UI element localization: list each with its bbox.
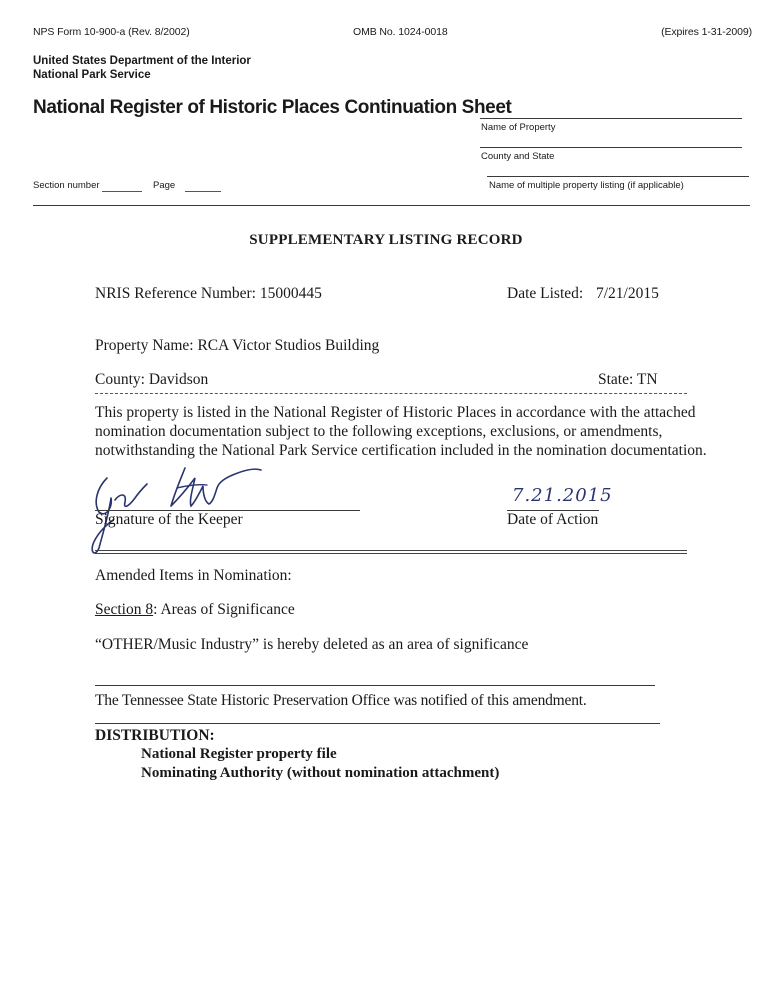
- page-label: Page: [153, 180, 176, 191]
- date-of-action-label: Date of Action: [507, 511, 599, 528]
- distribution-heading: DISTRIBUTION:: [95, 727, 215, 744]
- double-divider: [95, 550, 687, 554]
- amendment-text: “OTHER/Music Industry” is hereby deleted as an area of significance: [95, 636, 529, 653]
- nris-label: NRIS Reference Number:: [95, 285, 256, 302]
- service-name: National Park Service: [33, 69, 151, 81]
- department-name: United States Department of the Interior: [33, 55, 251, 67]
- state-label: State:: [598, 371, 634, 388]
- nris-reference: [95, 285, 322, 303]
- date-listed-label: Date Listed:: [507, 285, 584, 302]
- sheet-title: National Register of Historic Places Continuation Sheet: [33, 97, 512, 118]
- section-amendment: [95, 601, 295, 619]
- section-number-label: Section number: [33, 180, 100, 191]
- section-description: : Areas of Significance: [153, 601, 295, 618]
- section-reference: Section 8: [95, 601, 154, 618]
- signature-label: Signature of the Keeper: [95, 511, 243, 528]
- form-revision: (Rev. 8/2002): [128, 26, 190, 38]
- header-divider: [33, 205, 750, 206]
- page-field[interactable]: [185, 191, 221, 192]
- dashed-divider: [95, 393, 687, 394]
- omb-number: OMB No. 1024-0018: [353, 26, 448, 38]
- statement-line-2: nomination documentation subject to the following exceptions, exclusions, or amendments,: [95, 423, 663, 440]
- county: [95, 371, 208, 389]
- county-state-line: [480, 147, 742, 148]
- name-of-property-line: [480, 118, 742, 119]
- form-id-line: [33, 26, 190, 38]
- distribution-item-1: National Register property file: [141, 746, 337, 762]
- county-and-state-label: County and State: [481, 151, 555, 162]
- property-name-label: Property Name:: [95, 337, 194, 354]
- nris-value: 15000445: [259, 285, 322, 302]
- state: [598, 371, 658, 389]
- county-value: Davidson: [148, 371, 209, 388]
- handwritten-date: 7.21.2015: [512, 485, 613, 506]
- name-of-property-label: Name of Property: [481, 122, 556, 133]
- distribution-item-2: Nominating Authority (without nomination attachment): [141, 765, 500, 781]
- form-id: NPS Form 10-900-a: [33, 26, 126, 38]
- county-label: County:: [95, 371, 145, 388]
- statement-line-1: This property is listed in the National Register of Historic Places in accordance with the attached: [95, 404, 696, 421]
- property-name: [95, 337, 379, 355]
- notification-text: The Tennessee State Historic Preservation Office was notified of this amendment.: [95, 692, 587, 709]
- notification-bottom-line: [95, 723, 660, 724]
- notification-top-line: [95, 685, 655, 686]
- date-listed-value: 7/21/2015: [596, 285, 659, 302]
- multiple-listing-label: Name of multiple property listing (if applicable): [489, 180, 684, 191]
- amended-items-label: Amended Items in Nomination:: [95, 567, 292, 584]
- multiple-listing-line: [487, 176, 749, 177]
- expiration-date: (Expires 1-31-2009): [661, 26, 752, 38]
- section-number-field[interactable]: [102, 191, 142, 192]
- statement-line-3: notwithstanding the National Park Service certification included in the nomination documentation.: [95, 442, 707, 459]
- record-heading: SUPPLEMENTARY LISTING RECORD: [249, 232, 523, 248]
- property-name-value: RCA Victor Studios Building: [197, 337, 380, 354]
- keeper-signature: [85, 458, 275, 558]
- state-value: TN: [636, 371, 658, 388]
